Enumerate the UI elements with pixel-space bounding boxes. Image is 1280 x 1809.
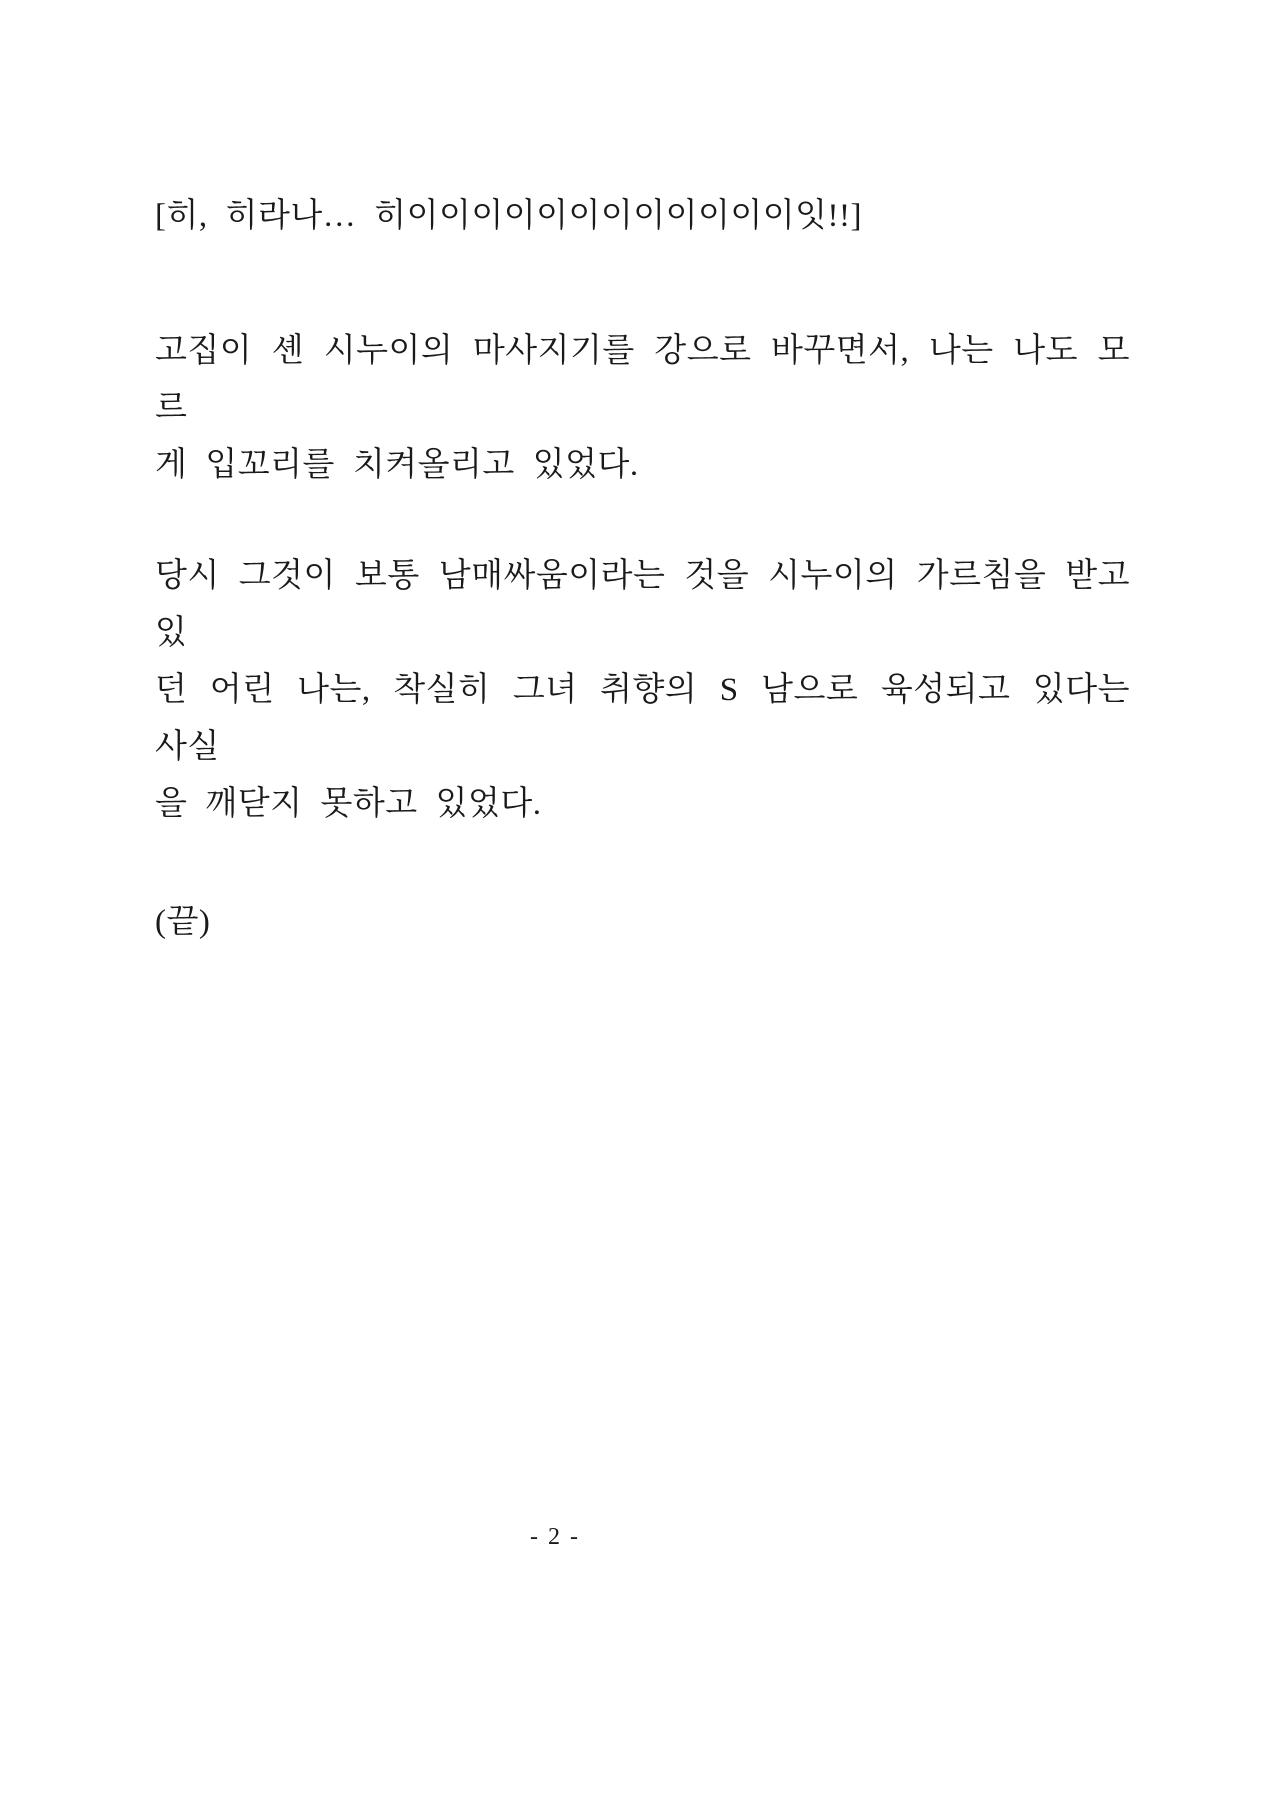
- text-line: 고집이 셴 시누이의 마사지기를 강으로 바꾸면서, 나는 나도 모르: [155, 333, 1130, 426]
- paragraph-massager: [155, 323, 1130, 494]
- text-line: 게 입꼬리를 치켜올리고 있었다.: [155, 447, 639, 483]
- text-line: (끝): [155, 904, 211, 940]
- text-line: 당시 그것이 보통 남매싸움이라는 것을 시누이의 가르침을 받고 있: [155, 558, 1130, 651]
- text-line: [히, 히라나… 히이이이이이이이이이이이이잇!!]: [155, 198, 862, 234]
- text-line: 던 어린 나는, 착실히 그녀 취향의 S 남으로 육성되고 있다는 사실: [155, 672, 1130, 765]
- text-line: 을 깨닫지 못하고 있었다.: [155, 786, 542, 822]
- paragraph-exclamation: [155, 188, 1130, 245]
- paragraph-end-marker: [155, 894, 1130, 951]
- paragraph-realization: [155, 548, 1130, 833]
- page-number: - 2 -: [530, 1524, 580, 1550]
